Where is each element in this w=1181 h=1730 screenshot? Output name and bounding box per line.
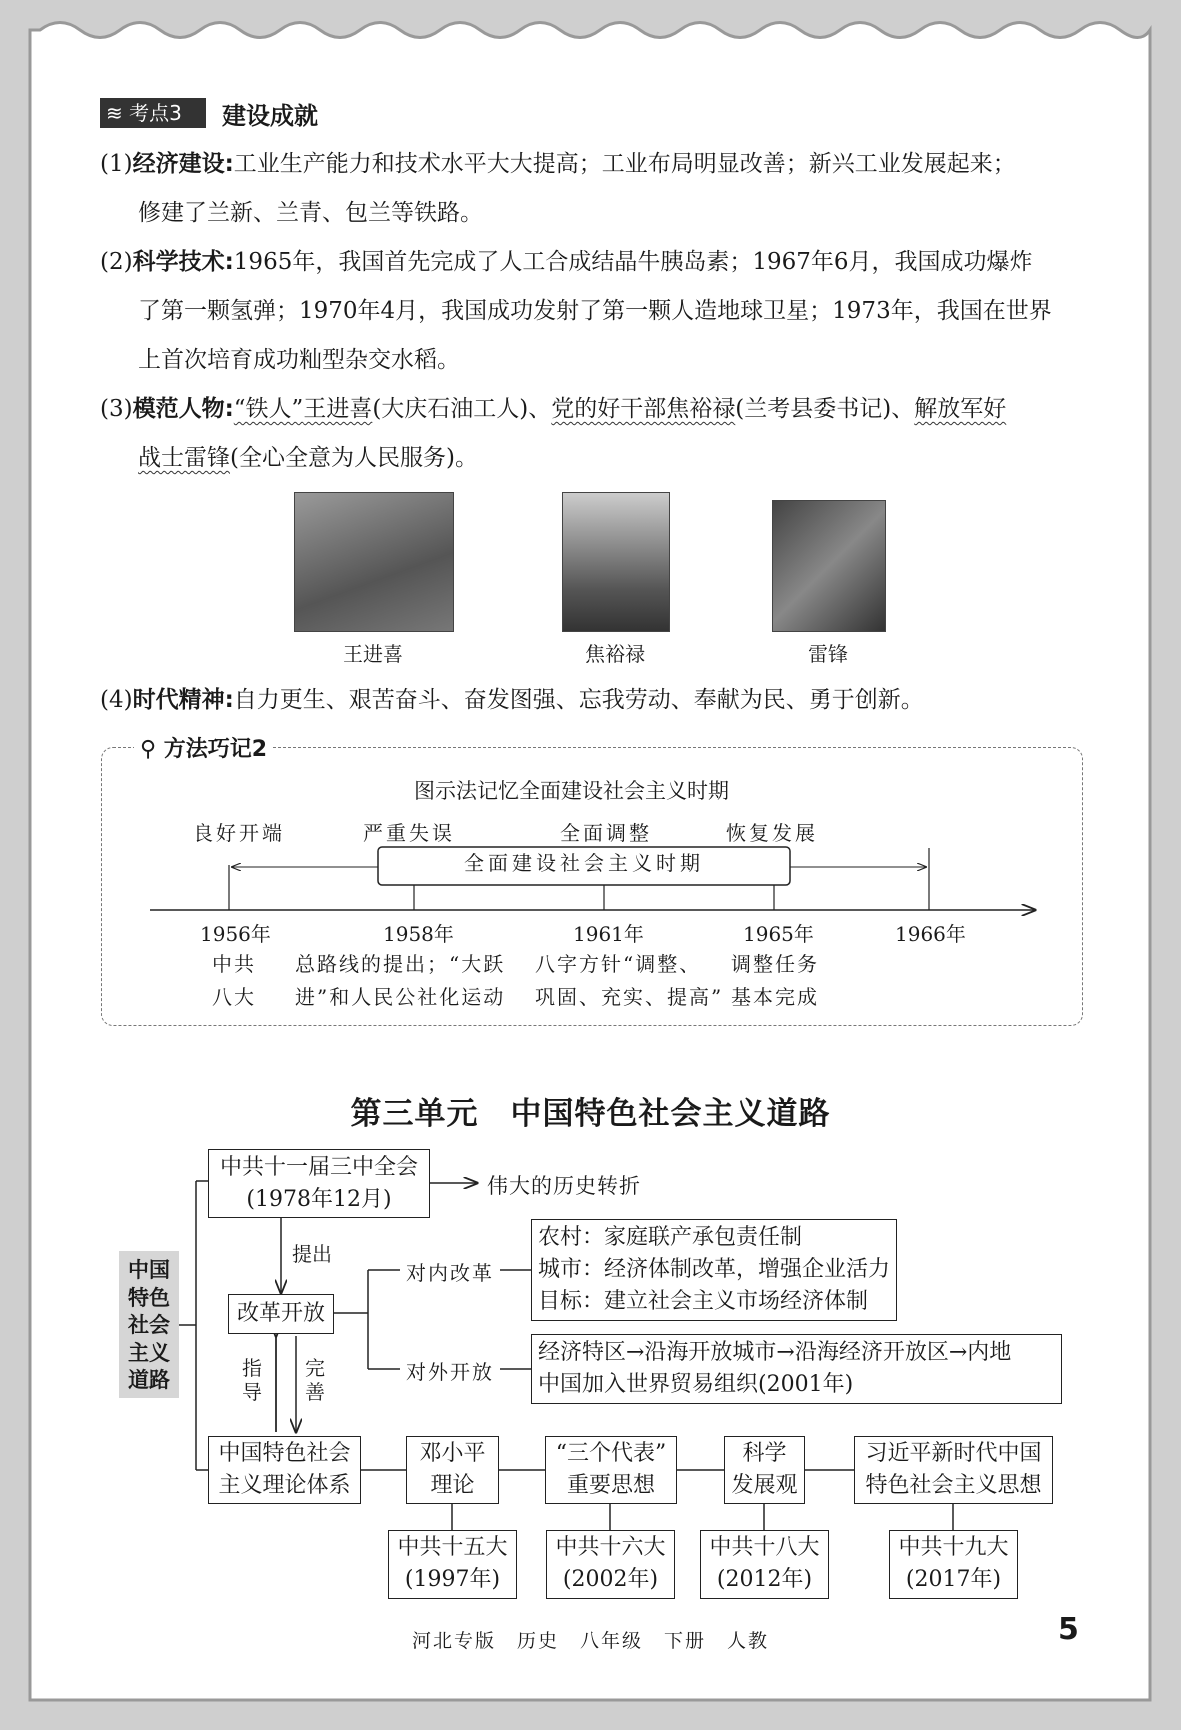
theory-system-line2: 主义理论体系 [218,1473,351,1498]
propose-label: 提出 [292,1242,332,1266]
item-2: (2)科学技术:1965年，我国首先完成了人工合成结晶牛胰岛素；1967年6月，我国成功爆炸 [100,249,1033,275]
note-1956-line1: 中共 [212,952,256,976]
theory-scientific-development-line1: 科学 [742,1441,787,1466]
perfect-label: 完善 [305,1356,325,1404]
item-3-person3a: 解放军好 [914,396,1007,422]
item-2-line3: 上首次培育成功籼型杂交水稻。 [138,347,460,373]
plenum-line1: 中共十一届三中全会 [219,1155,418,1180]
plenum-line2: (1978年12月) [246,1187,392,1212]
item-3-person2: 党的好干部焦裕禄 [551,396,736,422]
note-1965-line2: 基本完成 [731,985,819,1009]
waves-icon: ≋ [106,101,123,125]
method-title-label: 方法巧记2 [163,737,268,762]
congress-15 [388,1530,517,1599]
unit-title: 第三单元 中国特色社会主义道路 [350,1096,831,1132]
plenum-box [208,1149,430,1218]
theory-xi-thought [854,1436,1053,1504]
note-1958-line2: 进”和人民公社化运动 [295,985,506,1009]
internal-item-2: 城市：经济体制改革，增强企业活力 [538,1257,891,1282]
item-2-num: (2) [100,249,133,275]
root-line5: 道路 [128,1368,170,1392]
congress-15-name: 中共十五大 [397,1535,508,1560]
note-1956-line2: 八大 [212,985,256,1009]
caption-jiaoyulu: 焦裕禄 [585,642,645,666]
note-1961-line2: 巩固、充实、提高” [535,985,724,1009]
footer-text: 河北专版 历史 八年级 下册 人教 [411,1630,769,1652]
external-item-1: 经济特区→沿海开放城市→沿海经济开放区→内地 [538,1340,1012,1365]
theory-three-represents [545,1436,677,1504]
year-1958: 1958年 [383,922,454,946]
congress-15-year: (1997年) [404,1567,501,1592]
internal-item-1: 农村：家庭联产承包责任制 [538,1225,803,1250]
item-1: (1)经济建设:工业生产能力和技术水平大大提高；工业布局明显改善；新兴工业发展起来； [100,151,1016,177]
timeline-label-1: 良好开端 [193,821,285,845]
item-3-person3-note: (全心全意为人民服务)。 [230,445,478,471]
congress-16-name: 中共十六大 [555,1535,666,1560]
item-4-num: (4) [100,687,133,713]
item-4-text: 自力更生、艰苦奋斗、奋发图强、忘我劳动、奉献为民、勇于创新。 [233,687,924,713]
item-3-person2-note: (兰考县委书记)、 [735,396,915,422]
item-1-num: (1) [100,151,133,177]
method-subtitle: 图示法记忆全面建设社会主义时期 [414,779,729,803]
external-label: 对外开放 [406,1360,494,1384]
theory-three-represents-line1: “三个代表” [555,1441,667,1466]
root-line2: 特色 [128,1285,170,1310]
theory-xi-thought-line1: 习近平新时代中国 [865,1441,1042,1466]
item-4: (4)时代精神:自力更生、艰苦奋斗、奋发图强、忘我劳动、奉献为民、勇于创新。 [100,687,924,713]
magnifier-icon: ⚲ [140,737,157,762]
root-line4: 主义 [128,1340,170,1365]
item-3-heading: 模范人物 [132,396,225,422]
congress-19-year: (2017年) [905,1567,1002,1592]
theory-xi-thought-line2: 特色社会主义思想 [865,1473,1042,1498]
timeline-label-2: 严重失误 [363,821,455,845]
congress-16 [546,1530,675,1599]
root-box [119,1251,179,1398]
item-2-line1: 1965年，我国首先完成了人工合成结晶牛胰岛素；1967年6月，我国成功爆炸 [233,249,1033,275]
page-number: 5 [1058,1612,1079,1647]
item-2-heading: 科学技术 [132,249,225,275]
root-line1: 中国 [128,1258,170,1282]
timeline-label-4: 恢复发展 [726,821,818,845]
theory-system-box [208,1436,361,1504]
congress-18-name: 中共十八大 [709,1535,820,1560]
congress-18-year: (2012年) [716,1567,813,1592]
internal-box [531,1219,897,1321]
congress-19 [889,1530,1018,1599]
theory-scientific-development [724,1436,805,1504]
root-line3: 社会 [128,1313,170,1337]
item-1-line1: 工业生产能力和技术水平大大提高；工业布局明显改善；新兴工业发展起来； [233,151,1016,177]
reform-box: 改革开放 [228,1294,334,1334]
caption-leifeng: 雷锋 [808,642,848,666]
item-4-heading: 时代精神 [132,687,225,713]
year-1961: 1961年 [573,922,644,946]
external-box [531,1334,1062,1404]
internal-item-3: 目标：建立社会主义市场经济体制 [538,1289,869,1314]
theory-deng [406,1436,499,1504]
turning-point: 伟大的历史转折 [487,1174,641,1198]
section-title: 建设成就 [222,102,318,130]
congress-18 [700,1530,829,1599]
item-1-heading: 经济建设 [132,151,225,177]
item-2-line2: 了第一颗氢弹；1970年4月，我国成功发射了第一颗人造地球卫星；1973年，我国在世界 [138,298,1052,324]
timeline-label-3: 全面调整 [560,821,652,845]
item-3-pre: “铁人” [233,396,304,422]
item-1-line2: 修建了兰新、兰青、包兰等铁路。 [138,200,483,226]
congress-16-year: (2002年) [562,1567,659,1592]
note-1961-line1: 八字方针“调整、 [535,952,702,976]
item-3-person1-note: (大庆石油工人)、 [372,396,552,422]
note-1965-line1: 调整任务 [731,952,819,976]
section-badge-label: 考点3 [129,101,182,125]
caption-wangjinxi: 王进喜 [343,642,403,666]
congress-19-name: 中共十九大 [898,1535,1009,1560]
year-1966: 1966年 [895,922,966,946]
guide-label: 指导 [242,1356,262,1404]
year-1956: 1956年 [200,922,271,946]
theory-system-line1: 中国特色社会 [218,1441,351,1466]
internal-label: 对内改革 [406,1261,494,1285]
item-3-person3b: 战士雷锋 [138,445,230,471]
item-3-person1: 王进喜 [303,396,373,422]
item-3: (3)模范人物:“铁人”王进喜(大庆石油工人)、党的好干部焦裕禄(兰考县委书记)、解放军好 [100,396,1007,422]
theory-deng-line1: 邓小平 [419,1441,486,1466]
note-1958-line1: 总路线的提出；“大跃 [295,952,506,976]
external-item-2: 中国加入世界贸易组织(2001年) [538,1372,854,1397]
timeline-period: 全面建设社会主义时期 [464,851,704,875]
item-3-num: (3) [100,396,133,422]
year-1965: 1965年 [743,922,814,946]
theory-three-represents-line2: 重要思想 [566,1473,655,1498]
theory-deng-line2: 理论 [430,1473,475,1498]
theory-scientific-development-line2: 发展观 [731,1473,798,1498]
